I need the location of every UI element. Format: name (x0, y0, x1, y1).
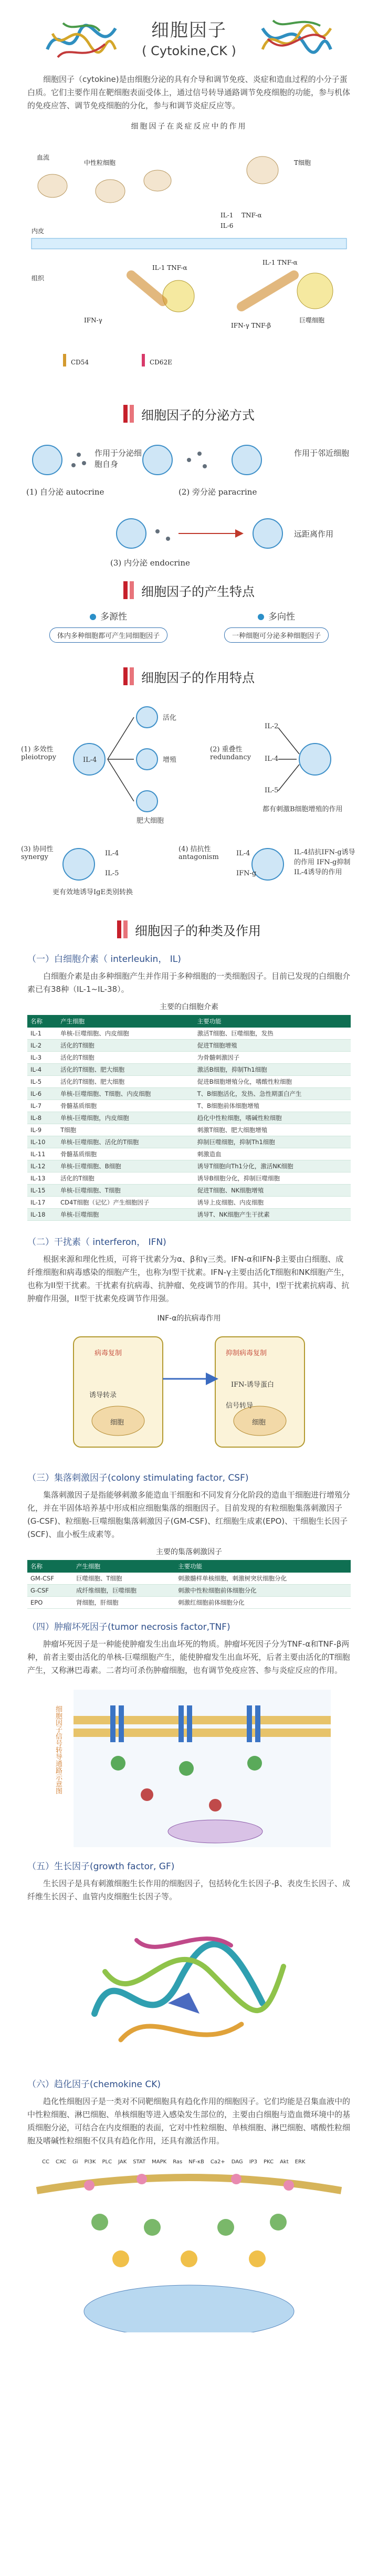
section-secretion-title: 细胞因子的分泌方式 (141, 407, 255, 423)
table-cell: 活化的T细胞 (57, 1052, 194, 1064)
ck-heading: （六）趋化因子(chemokine CK) (27, 2079, 161, 2090)
feature-b (224, 609, 329, 656)
ifn-heading: （二）干扰素（ interferon， IFN) (27, 1237, 166, 1248)
effects-diagram (21, 691, 357, 912)
table-row (27, 1124, 351, 1136)
il-col-1: 产生细胞 (57, 1015, 194, 1028)
tnf-desc: 肿瘤坏死因子是一种能使肿瘤发生出血坏死的物质。肿瘤坏死因子分为TNF-α和TNF-β两种，前者主要由活化的单核-巨噬细胞产生，能使肿瘤发生出血坏死，后者主要由活化的T细胞产生，又称淋巴毒素。二者均可杀伤肿瘤细胞，也有调节免疫应答、参与炎症反应的作用。 (27, 1639, 350, 1675)
table-row (27, 1209, 351, 1221)
intro-text: 细胞因子（cytokine)是由细胞分泌的具有介导和调节免疫、炎症和造血过程的小分子蛋白质。它们主要作用在靶细胞表面受体上，通过信号转导通路调节免疫细胞的功能，参与机体的免疫应答、调节免疫细胞的分化，参与和调节炎症反应等。 (27, 75, 351, 110)
effects-redundancy: (2) 重叠性 redundancy (210, 746, 251, 761)
ifn-desc: 根据来源和理化性质，可将干扰素分为α、β和γ三类。IFN-α和IFN-β主要由白细胞、成纤维细胞和病毒感染的细胞产生，也称为I型干扰素。IFN-γ主要由活化T细胞和NK细胞产生，也称为II型干扰素。干扰素有抗病毒、抗肿瘤、免疫调节的作用。其中，I型干扰素抗病毒、抗肿瘤作用强，II型干扰素免疫调节作用强。 (27, 1254, 350, 1303)
table-cell: 刺激中性粒细胞前体细胞分化 (175, 1585, 351, 1597)
tnf-figure (42, 1684, 336, 1847)
section-features (0, 575, 378, 605)
ck-label-7: MAPK (152, 2159, 167, 2165)
table-cell: IL-2 (27, 1040, 57, 1052)
table-row (27, 1112, 351, 1124)
table-row (27, 1100, 351, 1112)
ck-figure (26, 2154, 352, 2332)
fig1-label-12: IL-1 TNF-α (262, 259, 298, 266)
fig1-label-10: IFN-γ (84, 317, 102, 324)
table-cell: 单核-巨噬细胞 (57, 1209, 194, 1221)
ck-label-1: CXC (55, 2159, 67, 2165)
il-col-2: 主要功能 (194, 1015, 351, 1028)
section-types-title: 细胞因子的种类及作用 (135, 923, 261, 938)
ck-label-10: Ca2+ (210, 2159, 225, 2165)
title-block (0, 0, 378, 58)
table-cell: 活化的T细胞、肥大细胞 (57, 1064, 194, 1076)
table-row (27, 1597, 351, 1609)
table-row (27, 1076, 351, 1088)
ck-label-15: ERK (295, 2159, 306, 2165)
ck-label-2: Gi (72, 2159, 78, 2165)
ck-label-3: PI3K (84, 2159, 96, 2165)
table-cell: 骨髓基质细胞 (57, 1148, 194, 1160)
fig1-label-8: 巨噬细胞 (299, 317, 325, 324)
section-types (0, 915, 378, 944)
inflammation-diagram (21, 133, 357, 396)
feature-b-title: 多向性 (268, 612, 295, 622)
table-row (27, 1052, 351, 1064)
growth-factor-ribbon-image (74, 1909, 304, 2066)
tnf-fig-label: 细胞因子信号转导通路示意图 (54, 1705, 62, 1794)
section-bar-accent (123, 920, 128, 938)
ck-label-8: Ras (173, 2159, 183, 2165)
table-cell: 单核-巨噬细胞、T细胞 (57, 1185, 194, 1197)
ck-label-0: CC (42, 2159, 49, 2165)
table-cell: 单核-巨噬细胞、活化的T细胞 (57, 1136, 194, 1148)
csf-col-1: 产生细胞 (73, 1560, 175, 1573)
csf-desc: 集落刺激因子是指能够刺激多能造血干细胞和不同发育分化阶段的造血干细胞进行增殖分化，并在半固体培养基中形成相应细胞集落的细胞因子。目前发现的有粒细胞集落刺激因子(G-CSF)、粒细胞-巨噬细胞集落刺激因子(GM-CSF)、红细胞生成素(EPO)、干细胞生长因子(SCF)、血小板生成素等。 (27, 1490, 351, 1539)
secretion-target-right: 作用于邻近细胞 (294, 448, 350, 458)
tnf-heading: （四）肿瘤坏死因子(tumor necrosis factor,TNF) (27, 1622, 230, 1632)
table-cell: IL-10 (27, 1136, 57, 1148)
table-row (27, 1573, 351, 1585)
table-cell: 活化的T细胞 (57, 1040, 194, 1052)
table-cell: 活化的T细胞、肥大细胞 (57, 1076, 194, 1088)
csf-table-body (27, 1573, 351, 1609)
chemokine-pathway-diagram (26, 2154, 352, 2332)
table-cell: IL-4 (27, 1064, 57, 1076)
table-row (27, 1136, 351, 1148)
ck-label-5: JAK (118, 2159, 127, 2165)
feature-a (49, 609, 167, 656)
table-cell: IL-9 (27, 1124, 57, 1136)
table-cell: 抑制巨噬细胞，抑制Th1细胞 (194, 1136, 351, 1148)
bullet-dot-icon (90, 614, 96, 620)
table-row (27, 1040, 351, 1052)
effects-activate: 活化 (163, 714, 177, 722)
table-cell: T、B细胞前体细胞增殖 (194, 1100, 351, 1112)
ifn-fig-label-3: IFN-诱导蛋白 (231, 1381, 274, 1389)
section-secretion (0, 399, 378, 428)
table-cell: IL-7 (27, 1100, 57, 1112)
table-cell: IL-13 (27, 1172, 57, 1185)
feature-b-desc: 一种细胞可分泌多种细胞因子 (224, 627, 329, 643)
section-features-title: 细胞因子的产生特点 (141, 584, 255, 599)
feature-a-title: 多源性 (100, 612, 127, 622)
il-col-0: 名称 (27, 1015, 57, 1028)
il-table (27, 1015, 351, 1221)
table-cell: IL-15 (27, 1185, 57, 1197)
table-cell: 单核-巨噬细胞、内皮细胞 (57, 1028, 194, 1040)
fig1-label-6: IL-6 (220, 222, 234, 229)
table-cell: 促进B细胞增殖分化，嗜酸性粒细胞 (194, 1076, 351, 1088)
ck-fig-labels (42, 2159, 336, 2165)
section-bar-accent (130, 581, 134, 599)
csf-col-2: 主要功能 (175, 1560, 351, 1573)
table-cell: 肾细胞，肝细胞 (73, 1597, 175, 1609)
section-bar (117, 920, 121, 938)
effects-il5b: IL-5 (105, 870, 119, 877)
effects-il5: IL-5 (265, 787, 279, 794)
effects-il4d: IL-4 (236, 850, 250, 857)
fig1-label-3: T细胞 (294, 159, 311, 166)
table-cell: T细胞 (57, 1124, 194, 1136)
table-row (27, 1585, 351, 1597)
ck-label-12: IP3 (249, 2159, 258, 2165)
feature-a-desc: 体内多种细胞都可产生同细胞因子 (49, 627, 167, 643)
table-row (27, 1172, 351, 1185)
table-row (27, 1160, 351, 1172)
ck-label-6: STAT (133, 2159, 146, 2165)
effects-proliferate: 增殖 (163, 756, 177, 764)
csf-table (27, 1560, 351, 1609)
ck-label-13: PKC (264, 2159, 274, 2165)
table-cell: 活化的T细胞 (57, 1172, 194, 1185)
il-desc: 白细胞介素是由多种细胞产生并作用于多种细胞的一类细胞因子。目前已发现的白细胞介素已有38种（IL-1~IL-38）。 (27, 971, 351, 994)
table-cell: IL-1 (27, 1028, 57, 1040)
csf-col-0: 名称 (27, 1560, 73, 1573)
inflammation-figure (21, 121, 357, 394)
table-cell: 诱导T细胞向Th1分化，激活NK细胞 (194, 1160, 351, 1172)
table-row (27, 1185, 351, 1197)
table-cell: 诱导B细胞分化，抑制巨噬细胞 (194, 1172, 351, 1185)
table-cell: IL-17 (27, 1197, 57, 1209)
table-row (27, 1064, 351, 1076)
il-heading: （一）白细胞介素（ interleukin， IL) (27, 954, 181, 965)
table-row (27, 1088, 351, 1100)
effects-ant-desc: IL-4拮抗IFN-g诱导的作用 IFN-g抑制IL-4诱导的作用 (294, 849, 355, 876)
effects-il4: IL-4 (83, 756, 97, 764)
csf-table-caption: 主要的集落刺激因子 (156, 1548, 222, 1556)
bullet-dot-icon (258, 614, 264, 620)
gf-desc: 生长因子是具有刺激细胞生长作用的细胞因子，包括转化生长因子-β、表皮生长因子、成纤维生长因子、血管内皮细胞生长因子等。 (27, 1879, 350, 1901)
il-table-body (27, 1028, 351, 1221)
fig1-label-1: 中性粒细胞 (84, 159, 116, 166)
ck-label-9: NF-κB (188, 2159, 204, 2165)
table-cell: IL-11 (27, 1148, 57, 1160)
ifn-fig-label-2: 诱导转录 (89, 1391, 117, 1399)
fig1-label-13: CD54 (71, 359, 89, 366)
gf-figure (74, 1909, 304, 2066)
ifn-fig-caption: INF-α的抗病毒作用 (157, 1314, 221, 1323)
table-cell: CD4T细胞（记忆）产生细胞因子 (57, 1197, 194, 1209)
fig1-label-11: IFN-γ TNF-β (231, 322, 271, 329)
fig1-label-7: IL-1 TNF-α (152, 264, 187, 271)
effects-figure (21, 691, 357, 912)
fig1-label-2: 内皮 (32, 227, 45, 235)
secretion-autocrine: (1) 自分泌 autocrine (26, 487, 104, 497)
secretion-figure (21, 428, 357, 575)
table-cell: 单核-巨噬细胞，内皮细胞 (57, 1112, 194, 1124)
table-cell: IL-6 (27, 1088, 57, 1100)
table-cell: 单核-巨噬细胞、T细胞、内皮细胞 (57, 1088, 194, 1100)
table-cell: IL-3 (27, 1052, 57, 1064)
table-cell: IL-18 (27, 1209, 57, 1221)
table-cell: T、B细胞活化，发热、急性期蛋白产生 (194, 1088, 351, 1100)
table-cell: 趋化中性粒细胞，嗜碱性粒细胞 (194, 1112, 351, 1124)
features-block (21, 609, 357, 656)
fig1-label-5: TNF-α (242, 212, 262, 219)
effects-antagonism: (4) 拮抗性 antagonism (178, 845, 219, 861)
table-cell: 刺激红细胞前体细胞分化 (175, 1597, 351, 1609)
section-effects (0, 662, 378, 691)
table-cell: IL-12 (27, 1160, 57, 1172)
section-bar-accent (130, 667, 134, 685)
table-cell: 诱导上皮细胞、内皮细胞 (194, 1197, 351, 1209)
ifn-fig-label-5: 细胞 (110, 1419, 124, 1427)
fig1-caption: 细胞因子在炎症反应中的作用 (131, 122, 247, 131)
effects-il4b: IL-4 (265, 755, 279, 763)
effects-il4c: IL-4 (105, 850, 119, 857)
table-cell: GM-CSF (27, 1573, 73, 1585)
ck-label-14: Akt (280, 2159, 289, 2165)
ifn-fig-label-1: 抑制病毒复制 (226, 1349, 267, 1357)
table-cell: 诱导T、NK细胞产生干扰素 (194, 1209, 351, 1221)
effects-pleiotropy: (1) 多效性 pleiotropy (21, 746, 57, 761)
ck-desc: 趋化性细胞因子是一类对不同靶细胞具有趋化作用的细胞因子。它们均能是召集血液中的中性粒细胞、淋巴细胞、单核细胞等进入感染发生部位的，主要由白细胞与造血微环境中的基质细胞分泌，可结合在内皮细胞的表面，它对中性粒细胞、单核细胞、淋巴细胞、嗜酸性粒细胞及嗜碱性粒细胞不仅具有趋化作用，还具有激活作用。 (27, 2097, 351, 2145)
secretion-target-left: 作用于分泌细胞自身 (94, 448, 142, 469)
table-cell: 单核-巨噬细胞、B细胞 (57, 1160, 194, 1172)
table-cell: EPO (27, 1597, 73, 1609)
effects-synergy: (3) 协同性 synergy (21, 845, 54, 861)
ck-label-4: PLC (102, 2159, 112, 2165)
table-cell: IL-5 (27, 1076, 57, 1088)
fig1-label-4: IL-1 (220, 212, 234, 219)
ifn-fig-label-0: 病毒复制 (94, 1349, 122, 1357)
effects-syn-desc: 更有效地诱导IgE类别转换 (52, 888, 133, 896)
effects-prolif-cell: 肥大细胞 (136, 817, 164, 825)
fig1-label-9: 组织 (32, 275, 45, 282)
section-bar (123, 667, 128, 685)
table-cell: 刺激造血 (194, 1148, 351, 1160)
ifn-figure (52, 1326, 326, 1458)
secretion-paracrine: (2) 旁分泌 paracrine (178, 487, 257, 497)
table-row (27, 1148, 351, 1160)
table-cell: 骨髓基质细胞 (57, 1100, 194, 1112)
effects-red-desc: 都有刺激B细胞增殖的作用 (262, 805, 343, 813)
table-cell: 激活B细胞，抑制Th1细胞 (194, 1064, 351, 1076)
secretion-endocrine-note: 远距离作用 (294, 529, 334, 539)
table-cell: IL-8 (27, 1112, 57, 1124)
table-cell: 巨噬细胞、T细胞 (73, 1573, 175, 1585)
table-cell: 刺激髓样单核细胞，刺激树突状细胞分化 (175, 1573, 351, 1585)
protein-ribbon-icon-right (257, 13, 336, 65)
protein-ribbon-icon-left (42, 13, 121, 65)
table-cell: 促进T细胞、NK细胞增殖 (194, 1185, 351, 1197)
fig1-label-0: 血流 (37, 154, 50, 161)
table-cell: 成纤维细胞，巨噬细胞 (73, 1585, 175, 1597)
effects-il2: IL-2 (265, 722, 279, 730)
table-cell: 促进T细胞增殖 (194, 1040, 351, 1052)
section-bar (123, 581, 128, 599)
section-effects-title: 细胞因子的作用特点 (141, 670, 255, 685)
tnf-pathway-diagram (42, 1684, 336, 1847)
effects-ifng: IFN-g (236, 870, 257, 877)
table-cell: 刺激T细胞、肥大细胞增殖 (194, 1124, 351, 1136)
page-title: 细胞因子 (151, 20, 227, 41)
ifn-fig-label-4: 信号转导 (226, 1402, 254, 1410)
table-row (27, 1028, 351, 1040)
il-table-caption: 主要的白细胞介素 (160, 1003, 218, 1011)
table-cell: 激活T细胞、巨噬细胞，发热 (194, 1028, 351, 1040)
section-bar-accent (130, 405, 134, 423)
csf-heading: （三）集落刺激因子(colony stimulating factor, CSF) (27, 1473, 249, 1483)
secretion-endocrine: (3) 内分泌 endocrine (110, 558, 190, 568)
ck-label-11: DAG (231, 2159, 243, 2165)
section-bar (123, 405, 128, 423)
fig1-label-14: CD62E (150, 359, 172, 366)
page-subtitle: ( Cytokine,CK ) (142, 44, 236, 58)
ifn-fig-label-6: 细胞 (252, 1419, 266, 1427)
gf-heading: （五）生长因子(growth factor, GF) (27, 1861, 175, 1872)
table-cell: 为骨髓刺激因子 (194, 1052, 351, 1064)
table-cell: G-CSF (27, 1585, 73, 1597)
table-row (27, 1197, 351, 1209)
